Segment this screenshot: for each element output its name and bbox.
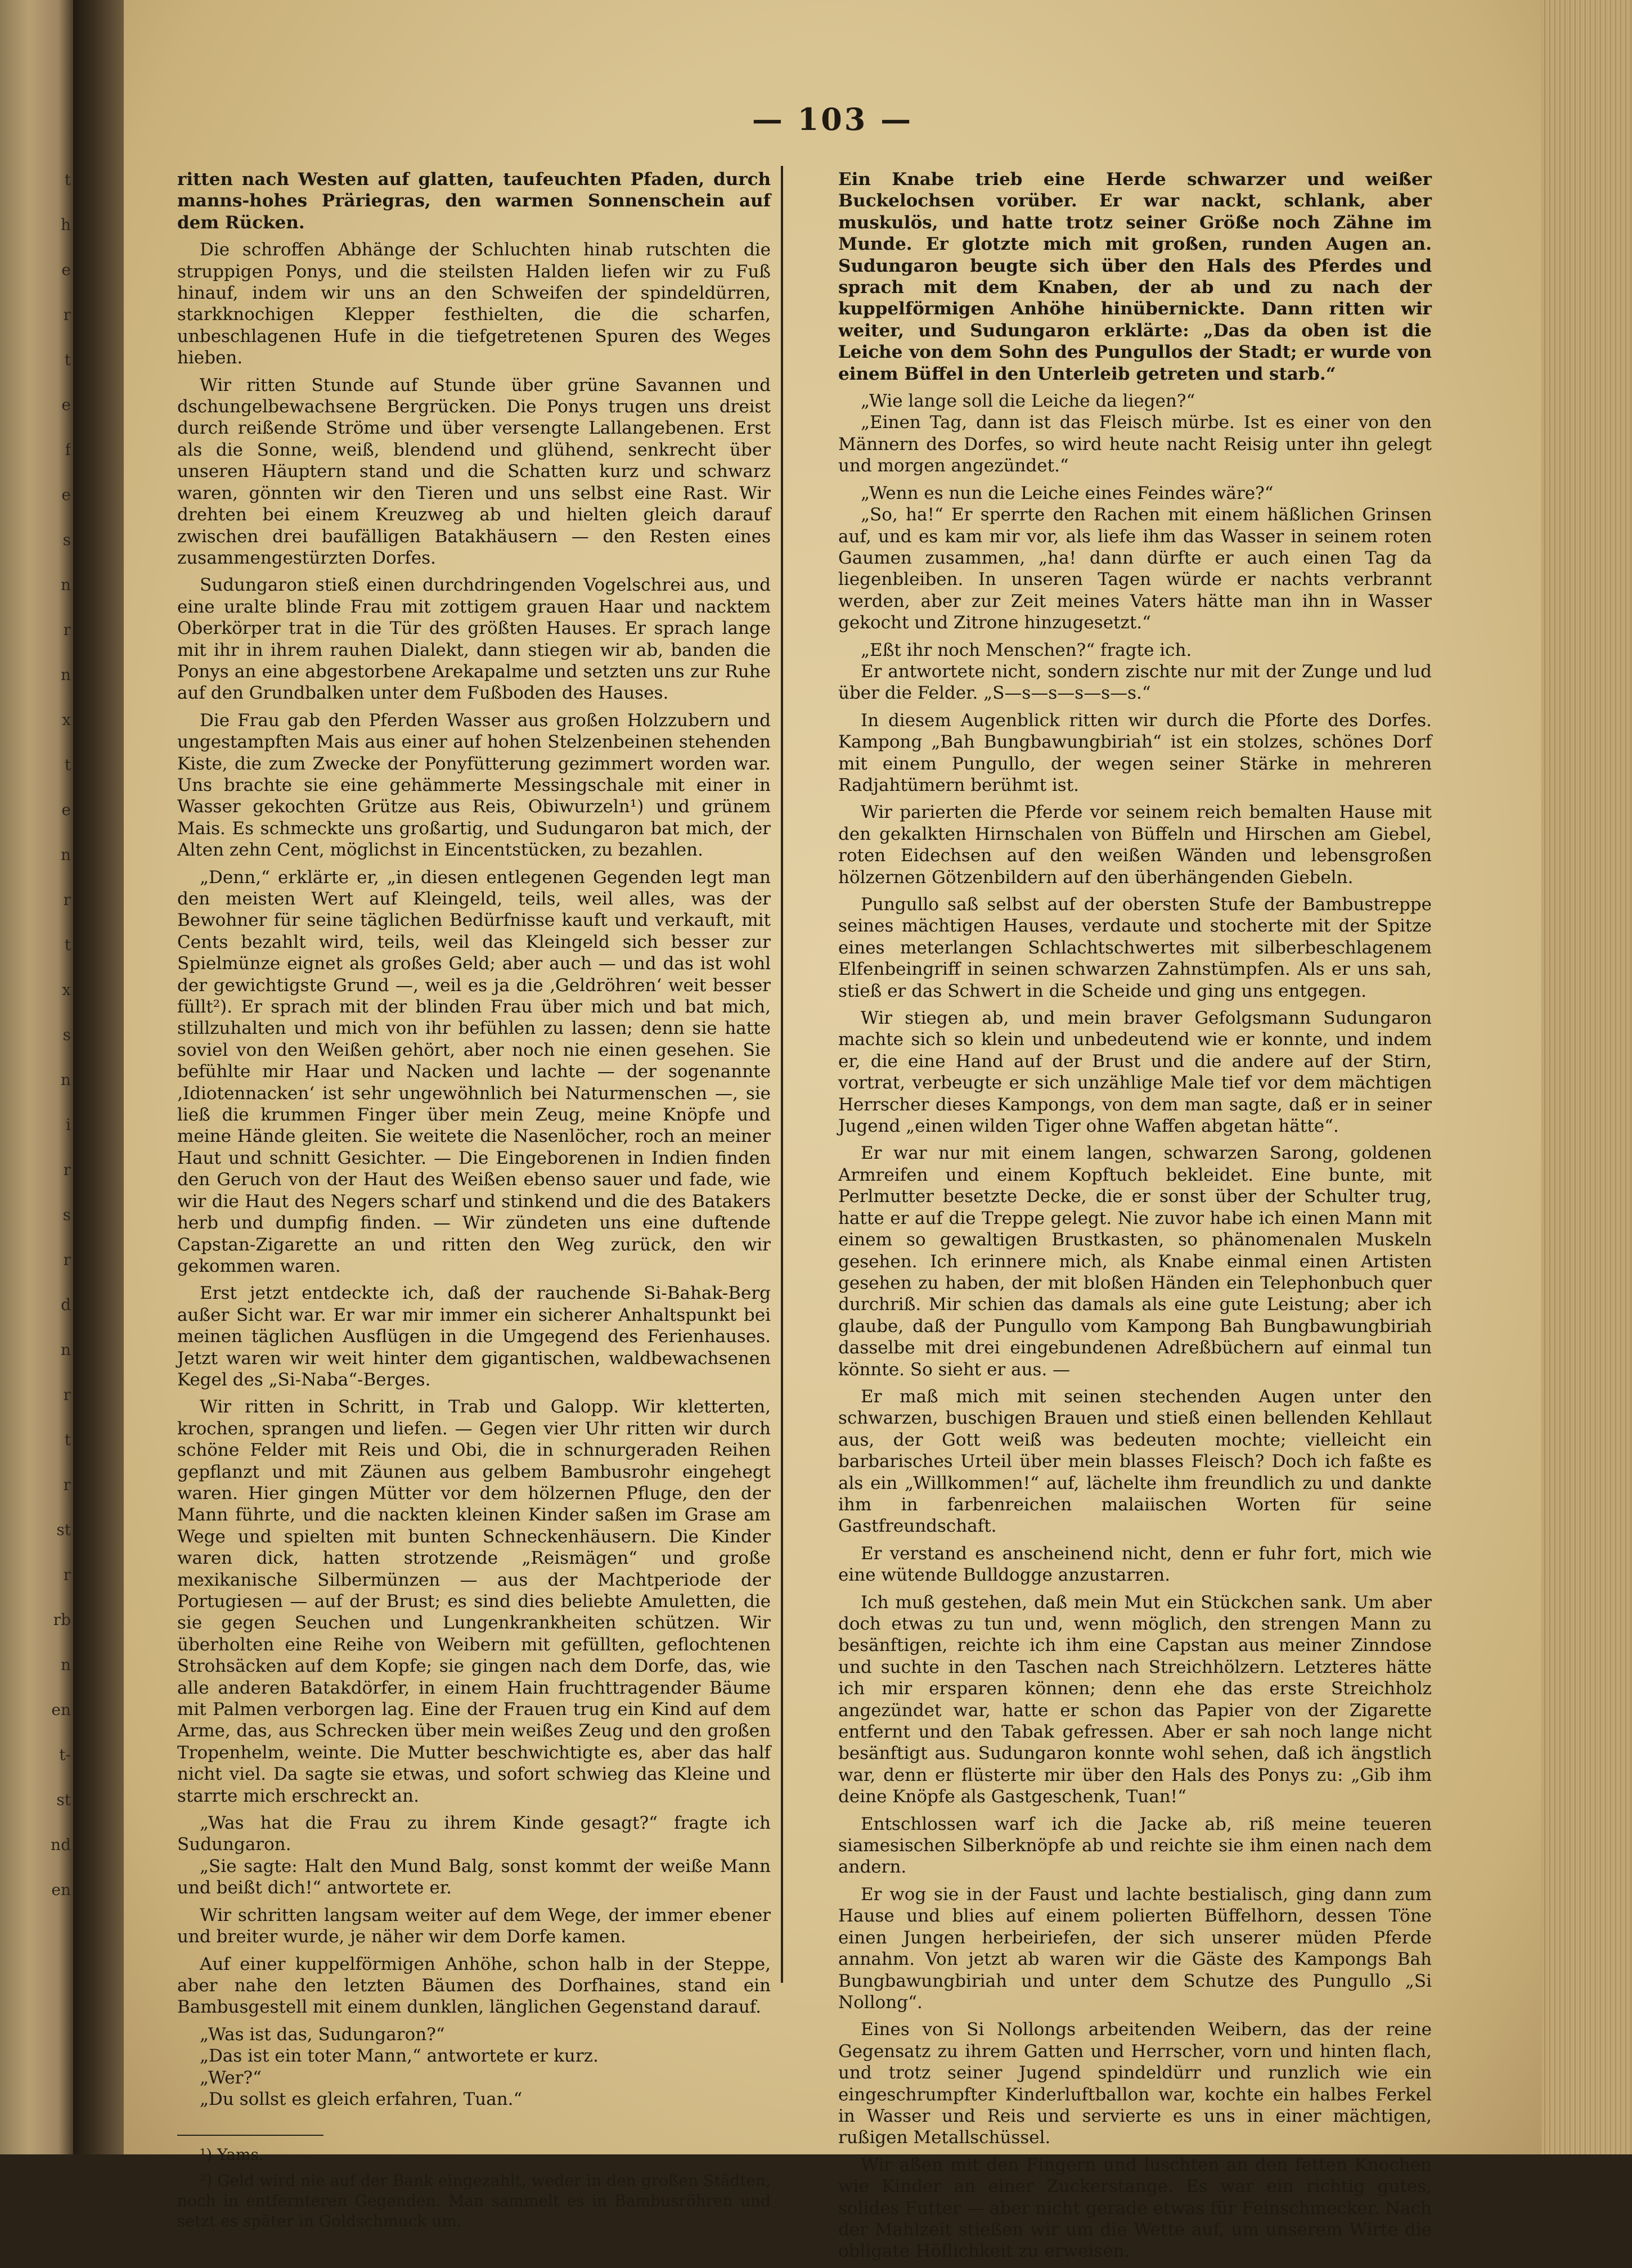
left-page-text-fragment: n bbox=[60, 575, 71, 594]
left-page-text-fragment: e bbox=[61, 800, 71, 819]
paragraph: Pungullo saß selbst auf der obersten Stufe der Bambustreppe seines mächtigen Hauses, verdaute und stocherte mit der Spitze eines meterlangen Schlachtschwertes mit silberbeschlagenem Elfenbeingriff in seinen schwarzen Zahnstümpfen. Als er uns sah, stieß er das Schwert in die Scheide und ging uns entgegen. bbox=[838, 894, 1432, 1001]
book-page bbox=[124, 0, 1541, 2262]
paragraph: Er verstand es anscheinend nicht, denn er fuhr fort, mich wie eine wütende Bulldogge anzustarren. bbox=[838, 1543, 1432, 1586]
paragraph: Erst jetzt entdeckte ich, daß der rauchende Si-Bahak-Berg außer Sicht war. Er war mir immer ein sicherer Anhaltspunkt bei meinen täglichen Ausflügen in die Umgegend des Ferienhauses. Jetzt waren wir weit hinter dem gigantischen, waldbewachsenen Kegel des „Si-Naba“-Berges. bbox=[177, 1283, 771, 1390]
left-page-text-fragment: n bbox=[60, 1655, 71, 1674]
paragraph: „Wenn es nun die Leiche eines Feindes wäre?“ bbox=[861, 483, 1274, 503]
paragraph: Wir aßen mit den Fingern und luschten an den fetten Knochen wie Kinder an einer Zuckerstange. Es war ein richtig gutes, solides Futter — aber nicht gerade etwas für Feinschmecker. Nach der Mahlzeit stießen wir um die Wette auf, um unserem Wirte die obligate Höflichkeit zu erweisen. bbox=[838, 2154, 1432, 2262]
left-page-text-fragment: r bbox=[63, 1160, 71, 1179]
left-page-text-fragment: t- bbox=[59, 1745, 71, 1764]
footnote: ²) Geld wird nie auf der Bank eingezahlt, weder in den großen Städten, noch in entfernteren Gegenden. Man sammelt es in Bambusröhren und setzt es später in Goldschmuck um. bbox=[177, 2171, 771, 2231]
paragraph: Die schroffen Abhänge der Schluchten hinab rutschten die struppigen Ponys, und die steilsten Halden liefen wir zu Fuß hinauf, indem wir uns an den Schweifen der spindeldürren, starkknochigen Klepper festhielten, die die scharfen, unbeschlagenen Hufe in die tiefgetretenen Spuren des Weges hieben. bbox=[177, 240, 771, 368]
left-page-text-fragment: e bbox=[61, 260, 71, 279]
paragraph: „Was hat die Frau zu ihrem Kinde gesagt?“ fragte ich Sudungaron. bbox=[177, 1813, 771, 1855]
paragraph: Auf einer kuppelförmigen Anhöhe, schon halb in der Steppe, aber nahe den letzten Bäumen des Dorfhaines, stand ein Bambusgestell mit einem dunklen, länglichen Gegenstand darauf. bbox=[177, 1954, 771, 2018]
right-column bbox=[838, 169, 1432, 2268]
left-page-text-fragment: r bbox=[63, 1385, 71, 1404]
left-page-text-fragment: t bbox=[64, 170, 71, 189]
paragraph: „Was ist das, Sudungaron?“ bbox=[200, 2024, 445, 2045]
left-page-text-fragment: r bbox=[63, 1250, 71, 1269]
paragraph: Wir stiegen ab, und mein braver Gefolgsmann Sudungaron machte sich so klein und unbedeutend wie er konnte, und indem er, die eine Hand auf der Brust und die andere auf der Stirn, vortrat, verbeugte er sich unzählige Male tief vor dem mächtigen Herrscher dieses Kampongs, von dem man sagte, daß er in seiner Jugend „einen wilden Tiger ohne Waffen abgetan hätte“. bbox=[838, 1008, 1432, 1137]
left-page-text-fragment: n bbox=[60, 1070, 71, 1089]
paragraph: Wir parierten die Pferde vor seinem reich bemalten Hause mit den gekalkten Hirnschalen von Büffeln und Hirschen am Giebel, roten Eidechsen auf den weißen Wänden und lebensgroßen hölzernen Götzenbildern auf den überhängenden Giebeln. bbox=[838, 802, 1432, 888]
left-page-text-fragment: s bbox=[62, 530, 71, 549]
left-page-text-fragment: e bbox=[61, 485, 71, 504]
left-page-text-fragment: n bbox=[60, 845, 71, 864]
left-page-text-fragment: x bbox=[62, 980, 71, 999]
left-page-text-fragment: rb bbox=[53, 1610, 71, 1629]
paragraph: In diesem Augenblick ritten wir durch die Pforte des Dorfes. Kampong „Bah Bungbawungbiriah“ ist ein stolzes, schönes Dorf mit einem Pungullo, der wegen seiner Stärke in mehreren Radjahtümern berühmt ist. bbox=[838, 710, 1432, 795]
left-page-text-fragment: en bbox=[51, 1700, 71, 1719]
left-page-text-fragment: i bbox=[66, 1115, 71, 1134]
left-page-text-fragment: h bbox=[60, 215, 71, 234]
paragraph: Ein Knabe trieb eine Herde schwarzer und weißer Buckelochsen vorüber. Er war nackt, schlank, aber muskulös, und hatte trotz seiner Größe noch Zähne im Munde. Er glotzte mich mit großen, runden Augen an. Sudungaron beugte sich über den Hals des Pferdes und sprach mit dem Knaben, der ab und zu nach der kuppelförmigen Anhöhe hinübernickte. Dann ritten wir weiter, und Sudungaron erklärte: „Das da oben ist die Leiche von dem Sohn des Pungullos der Stadt; er wurde von einem Büffel in den Unterleib getreten und starb.“ bbox=[838, 169, 1432, 384]
paragraph: ritten nach Westen auf glatten, taufeuchten Pfaden, durch manns-hohes Präriegras, den warmen Sonnenschein auf dem Rücken. bbox=[177, 169, 771, 233]
paragraph: Er antwortete nicht, sondern zischte nur mit der Zunge und lud über die Felder. „S—s—s—s—s—s.“ bbox=[838, 661, 1432, 704]
left-page-text-fragment: r bbox=[63, 1565, 71, 1584]
paragraph: Er wog sie in der Faust und lachte bestialisch, ging dann zum Hause und blies auf einem polierten Büffelhorn, dessen Töne einen Jungen herbeiriefen, der sich unserer müden Pferde annahm. Von jetzt ab waren wir die Gäste des Kampongs Bah Bungbawungbiriah und unter dem Schutze des Pungullo „Si Nollong“. bbox=[838, 1884, 1432, 2013]
paragraph: „So, ha!“ Er sperrte den Rachen mit einem häßlichen Grinsen auf, und es kam mir vor, als liefe ihm das Wasser in seinem roten Gaumen zusammen, „ha! dann dürfte er auch einen Tag da liegenbleiben. In unseren Tagen würde er nachts verbrannt werden, aber zur Zeit meines Vaters hätte man ihn in Wasser gekocht und Zitrone hinzugesetzt.“ bbox=[838, 505, 1432, 633]
paragraph: „Einen Tag, dann ist das Fleisch mürbe. Ist es einer von den Männern des Dorfes, so wird heute nacht Reisig unter ihn gelegt und morgen angezündet.“ bbox=[838, 412, 1432, 476]
paragraph: Eines von Si Nollongs arbeitenden Weibern, das der reine Gegensatz zu ihrem Gatten und Herrscher, vorn und hinten flach, und trotz seiner Jugend spindeldürr und runzlich wie ein eingeschrumpfter Kinderluftballon war, kochte ein halbes Ferkel in Wasser und Reis und servierte es uns in einer mächtigen, rußigen Metallschüssel. bbox=[838, 2019, 1432, 2148]
left-page-text-fragment: x bbox=[62, 710, 71, 729]
left-page-text-fragment: d bbox=[61, 1295, 71, 1314]
page-number: — 103 — bbox=[752, 101, 914, 137]
left-page-text-fragment: nd bbox=[51, 1835, 71, 1854]
paragraph: Ich muß gestehen, daß mein Mut ein Stückchen sank. Um aber doch etwas zu tun und, wenn möglich, den strengen Mann zu besänftigen, reichte ich ihm eine Capstan aus meiner Zinndose und suchte in den Taschen nach Streichhölzern. Letzteres hätte ich mir ersparen können; denn ehe das erste Streichholz angezündet war, hatte er schon das Papier von der Zigarette entfernt und den Tabak gefressen. Aber er sah noch lange nicht besänftigt aus. Sudungaron konnte wohl sehen, daß ich ängstlich war, denn er flüsterte mir über den Hals des Ponys zu: „Gib ihm deine Knöpfe als Gastgeschenk, Tuan!“ bbox=[838, 1592, 1432, 1807]
paragraph: Sudungaron stieß einen durchdringenden Vogelschrei aus, und eine uralte blinde Frau mit zottigem grauen Haar und nacktem Oberkörper trat in die Tür des größten Hauses. Er sprach lange mit ihr in ihrem rauhen Dialekt, dann stiegen wir ab, banden die Ponys an eine abgestorbene Arekapalme und setzten uns zur Ruhe auf den Grundbalken unter dem Fußboden des Hauses. bbox=[177, 575, 771, 704]
left-page-text-fragment: t bbox=[64, 935, 71, 954]
left-page-text-fragment: n bbox=[60, 665, 71, 684]
left-page-text-fragment: f bbox=[65, 440, 71, 459]
paragraph: „Denn,“ erklärte er, „in diesen entlegenen Gegenden legt man den meisten Wert auf Kleingeld, teils, weil alles, was der Bewohner für seine täglichen Bedürfnisse kauft und verkauft, mit Cents bezahlt wird, teils, weil das Kleingeld sich besser zur Spielmünze eignet als großes Geld; aber auch — und das ist wohl der gewichtigste Grund —, weil es ja die ‚Geldröhren‘ weit besser füllt²). Er sprach mit der blinden Frau über mich und bat mich, stillzuhalten und mich von ihr befühlen zu lassen; denn sie hatte soviel von den Weißen gehört, aber noch nie einen gesehen. Sie befühlte mir Haar und Nacken und lachte — der sogenannte ‚Idiotennacken‘ ist sehr ungewöhnlich bei Naturmenschen —, sie ließ die krummen Finger über mein Zeug, meine Knöpfe und meine Hände gleiten. Sie weitete die Nasenlöcher, roch an meiner Haut und schnitt Gesichter. — Die Eingeborenen in Indien finden den Geruch von der Haut des Weißen ebenso sauer und fade, wie wir die Haut des Negers scharf und stinkend und die des Batakers herb und dumpfig finden. — Wir zündeten uns eine duftende Capstan-Zigarette an und ritten den Weg zurück, den wir gekommen waren. bbox=[177, 867, 771, 1276]
left-page-text-fragment: s bbox=[62, 1205, 71, 1224]
paragraph: Wir ritten in Schritt, in Trab und Galopp. Wir kletterten, krochen, sprangen und liefen. — Gegen vier Uhr ritten wir durch schöne Felder mit Reis und Obi, die in schnurgeraden Reihen gepflanzt und mit Zäunen aus gelbem Bambusrohr eingehegt waren. Hier gingen Mütter vor dem hölzernen Pfluge, den der Mann führte, und die nackten kleinen Kinder saßen im Grase am Wege und spielten mit bunten Schneckenhäusern. Die Kinder waren dick, hatten strotzende „Reismägen“ und große mexikanische Silbermünzen — aus der Machtperiode der Portugiesen — auf der Brust; es sind dies beliebte Amuletten, die sie gegen Seuchen und Lungenkrankheiten schützen. Wir überholten eine Reihe von Weibern mit gefüllten, geflochtenen Strohsäcken auf dem Kopfe; sie gingen nach dem Dorfe, das, wie alle anderen Batakdörfer, in einem Hain fruchttragender Bäume mit Palmen verborgen lag. Eine der Frauen trug ein Kind auf dem Arme, das, aus Schrecken über mein weißes Zeug und den großen Tropenhelm, weinte. Die Mutter beschwichtigte es, aber das half nicht viel. Da sagte sie etwas, und sofort schwieg das Kleine und starrte mich erschreckt an. bbox=[177, 1397, 771, 1806]
paragraph: „Das ist ein toter Mann,“ antwortete er kurz. bbox=[200, 2046, 599, 2067]
paragraph: Die Frau gab den Pferden Wasser aus großen Holzzubern und ungestampften Mais aus einer auf hohen Stelzenbeinen stehenden Kiste, die zum Zwecke der Ponyfütterung gezimmert worden war. Uns brachte sie eine gehämmerte Messingschale mit einer in Wasser gekochten Grütze aus Reis, Obiwurzeln¹) und grünem Mais. Es schmeckte uns großartig, und Sudungaron bat mich, der Alten zehn Cent, möglichst in Eincentstücken, zu bezahlen. bbox=[177, 710, 771, 861]
paragraph: „Eßt ihr noch Menschen?“ fragte ich. bbox=[861, 640, 1192, 660]
left-page-text-fragment: st bbox=[56, 1790, 71, 1809]
paragraph: „Sie sagte: Halt den Mund Balg, sonst kommt der weiße Mann und beißt dich!“ antwortete er. bbox=[177, 1856, 771, 1898]
left-page-text-fragment: s bbox=[62, 1025, 71, 1044]
left-page-text-fragment: e bbox=[61, 395, 71, 414]
left-page-text-fragment: t bbox=[64, 1430, 71, 1449]
paragraph: „Du sollst es gleich erfahren, Tuan.“ bbox=[200, 2089, 523, 2109]
page-stack-edge bbox=[1541, 0, 1632, 2154]
paragraph: „Wie lange soll die Leiche da liegen?“ bbox=[861, 391, 1195, 412]
paragraph: Wir schritten langsam weiter auf dem Wege, der immer ebener und breiter wurde, je näher wir dem Dorfe kamen. bbox=[177, 1905, 771, 1947]
left-page-text-fragment: t bbox=[64, 755, 71, 774]
left-page-text-fragment: r bbox=[63, 305, 71, 324]
left-page-text-fragment: r bbox=[63, 620, 71, 639]
paragraph: Wir ritten Stunde auf Stunde über grüne Savannen und dschungelbewachsene Bergrücken. Die Ponys trugen uns dreist durch reißende Ströme und über versengte Lallangebenen. Erst als die Sonne, weiß, blendend und glühend, senkrecht über unseren Häuptern stand und die Schatten kurz und schwarz waren, gönnten wir den Tieren und uns selbst eine Rast. Wir drehten bei einem Kreuzweg ab und hielten gleich darauf zwischen drei baufälligen Batakhäusern — den Resten eines zusammengestürzten Dorfes. bbox=[177, 375, 771, 568]
left-page-text-fragment: t bbox=[64, 350, 71, 369]
left-page-text-fragment: r bbox=[63, 1475, 71, 1494]
paragraph: Er maß mich mit seinen stechenden Augen unter den schwarzen, buschigen Brauen und stieß einen bellenden Kehllaut aus, der Gott weiß was bedeuten mochte; vielleicht ein barbarisches Urteil über mein blasses Fleisch? Doch ich faßte es als ein „Willkommen!“ auf, lächelte ihm freundlich zu und dankte ihm in farbenreichen malaiischen Worten für seine Gastfreundschaft. bbox=[838, 1386, 1432, 1537]
book-gutter bbox=[73, 0, 124, 2154]
paragraph: Entschlossen warf ich die Jacke ab, riß meine teueren siamesischen Silberknöpfe ab und reichte sie ihm einen nach dem andern. bbox=[838, 1814, 1432, 1878]
column-divider bbox=[781, 166, 783, 1983]
left-page-edge bbox=[0, 0, 73, 2154]
left-page-text-fragment: en bbox=[51, 1880, 71, 1899]
paragraph: Er war nur mit einem langen, schwarzen Sarong, goldenen Armreifen und einem Kopftuch bekleidet. Eine bunte, mit Perlmutter besetzte Decke, die er sonst über der Schulter trug, hatte er auf die Treppe gelegt. Nie zuvor habe ich einen Mann mit einem so gewaltigen Brustkasten, so phänomenalen Muskeln gesehen. Ich erinnere mich, als Knabe einmal einen Artisten gesehen zu haben, der mit bloßen Händen ein Telephonbuch quer durchriß. Mir schien das damals als eine gute Leistung; aber ich glaube, daß der Pungullo vom Kampong Bah Bungbawungbiriah dasselbe mit drei eingebundenen Adreßbüchern auf einmal tun könnte. So sieht er aus. — bbox=[838, 1143, 1432, 1380]
left-page-text-fragment: n bbox=[60, 1340, 71, 1359]
left-column bbox=[177, 169, 771, 2237]
footnote-divider bbox=[177, 2135, 323, 2136]
footnote: ¹) Yams. bbox=[200, 2145, 264, 2164]
left-page-text-fragment: st bbox=[56, 1520, 71, 1539]
left-page-text-fragment: r bbox=[63, 890, 71, 909]
paragraph: „Wer?“ bbox=[200, 2067, 262, 2088]
